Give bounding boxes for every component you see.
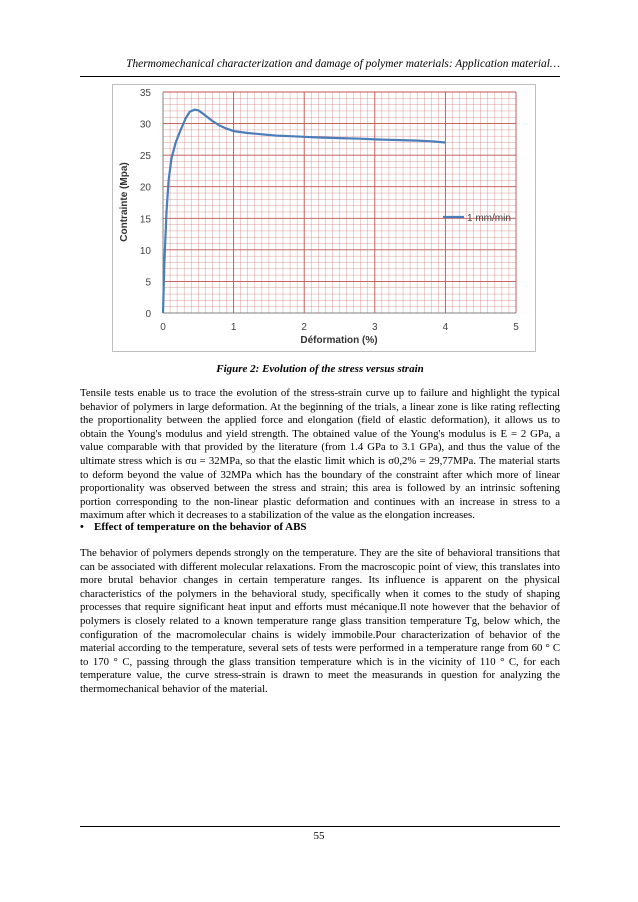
x-axis-title: Déformation (%) bbox=[300, 335, 378, 346]
y-tick-label: 25 bbox=[139, 151, 151, 163]
footer-rule bbox=[80, 826, 560, 827]
y-tick-label: 20 bbox=[139, 182, 151, 194]
x-tick-label: 3 bbox=[372, 322, 378, 333]
y-tick-label: 5 bbox=[145, 277, 151, 289]
legend-label-1mm-min: 1 mm/min bbox=[467, 213, 511, 224]
x-tick-label: 2 bbox=[301, 322, 307, 333]
y-tick-label: 35 bbox=[139, 88, 151, 99]
section-heading: Effect of temperature on the behavior of ABS bbox=[94, 521, 307, 533]
paragraph-1: Tensile tests enable us to trace the evolution of the stress-strain curve up to failure and highlight the typical behavior of polymers in large deformation. At the beginning of the trials, a linear zone is like rating reflecting the proportionality between the applied force and elongation (field of elastic deformation), it allows us to obtain the Young's modulus and yield strength. The obtained value of the Young's modulus is E = 2 GPa, a value comparable with that provided by the literature (from 1.4 GPa to 3.1 GPa), and thus the value of the ultimate stress which is σu = 32MPa, so that the elastic limit which is σ0,2% = 29,77MPa. The material starts to deform beyond the value of 32MPa which has the boundary of the constraint after which more of linear proportionality was observed between the stress and strain; this area is followed by an intrinsic softening portion corresponding to the non-linear plastic deformation and continues with an increase in stress to a maximum after which it decreases to a stabilization of the value as the elongation increases. bbox=[80, 387, 560, 522]
x-tick-label: 4 bbox=[442, 322, 449, 333]
running-header: Thermomechanical characterization and damage of polymer materials: Application material… bbox=[126, 58, 560, 70]
page-number: 55 bbox=[313, 830, 325, 842]
header-rule bbox=[80, 76, 560, 77]
y-tick-label: 0 bbox=[145, 309, 151, 320]
x-tick-label: 0 bbox=[160, 322, 166, 333]
section-bullet bbox=[80, 521, 307, 533]
y-axis-title: Contrainte (Mpa) bbox=[119, 162, 130, 242]
y-tick-label: 10 bbox=[139, 245, 151, 257]
stress-strain-chart bbox=[112, 84, 536, 352]
bullet-dot: • bbox=[80, 521, 84, 533]
chart-svg bbox=[112, 84, 536, 352]
x-tick-label: 1 bbox=[230, 322, 237, 333]
y-tick-label: 15 bbox=[139, 214, 151, 226]
y-tick-label: 30 bbox=[139, 119, 151, 131]
paragraph-2: The behavior of polymers depends strongly on the temperature. They are the site of behavioral transitions that can be associated with different molecular relaxations. From the macroscopic point of view, this translates into more brutal behavior changes in certain temperature ranges. Its influence is apparent on the physical characteristics of the polymers in the behavioral study, specifically when it comes to the study of shaping processes that require significant heat input and efforts must mécanique.Il note however that the behavior of polymers is closely related to a known temperature range glass transition temperature Tg, below which, the configuration of the macromolecular chains is widely immobile.Pour characterization of behavior of the material according to the temperature, several sets of tests were performed in a temperature range from 60 ° C to 170 ° C, passing through the glass transition temperature which is in the vicinity of 110 ° C, for each temperature value, the curve stress-strain is drawn to meet the measurands in question for analyzing the thermomechanical behavior of the material. bbox=[80, 547, 560, 695]
figure-caption: Figure 2: Evolution of the stress versus strain bbox=[216, 363, 424, 375]
x-tick-label: 5 bbox=[513, 322, 519, 333]
